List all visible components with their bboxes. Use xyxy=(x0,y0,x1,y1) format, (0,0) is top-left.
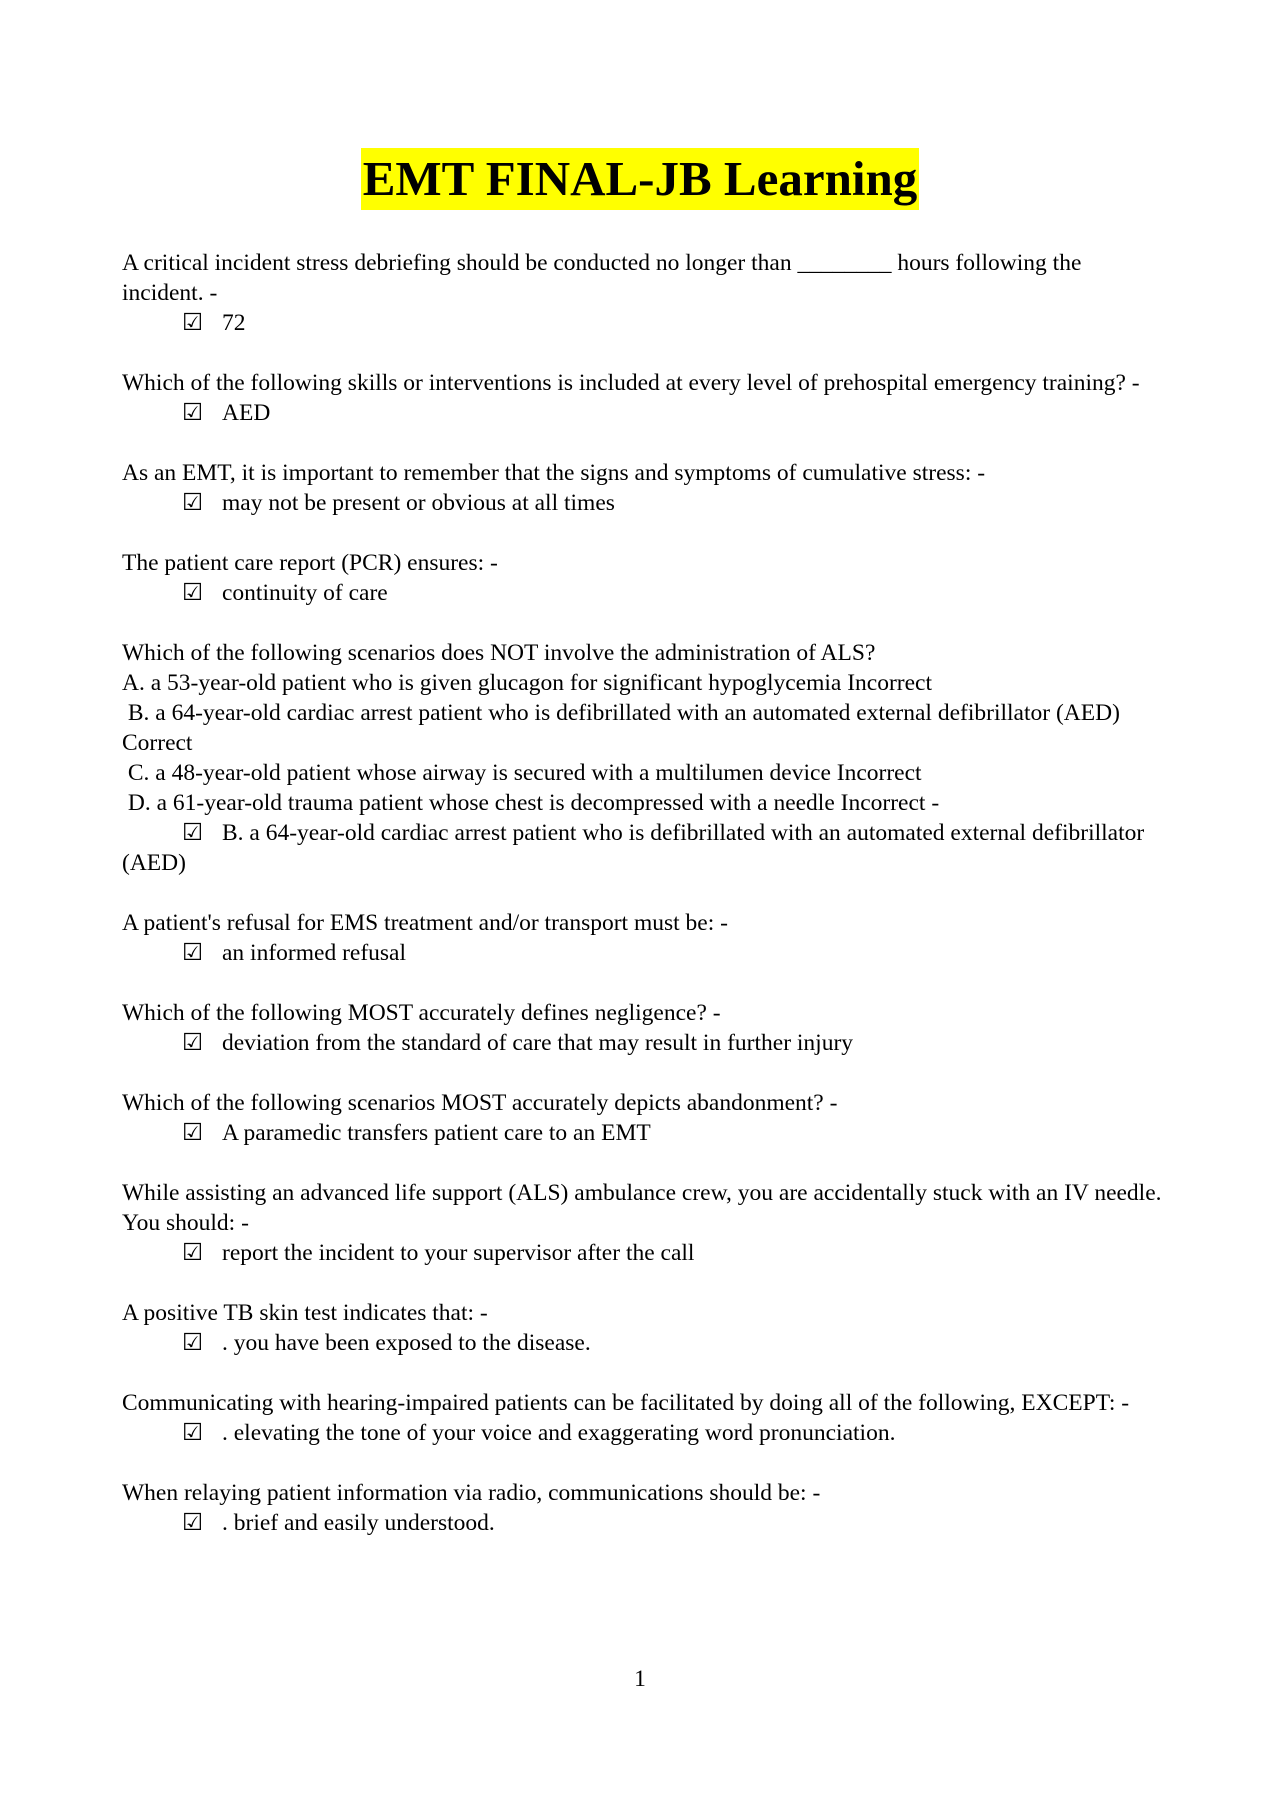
checkbox-checked-icon: ☑ xyxy=(182,490,204,516)
checkbox-checked-icon: ☑ xyxy=(182,1030,204,1056)
question-item xyxy=(122,1388,1162,1448)
answer-text: 72 xyxy=(222,310,246,336)
question-text: Which of the following scenarios MOST accurately depicts abandonment? - xyxy=(122,1090,838,1116)
answer-line xyxy=(122,1028,1162,1058)
checkbox-checked-icon: ☑ xyxy=(182,310,204,336)
checkbox-checked-icon: ☑ xyxy=(182,940,204,966)
answer-line xyxy=(122,938,1162,968)
question-text: Which of the following skills or interventions is included at every level of prehospital emergency training? - xyxy=(122,370,1140,396)
answer-line xyxy=(122,578,1162,608)
answer-line xyxy=(122,488,1162,518)
question-text: A patient's refusal for EMS treatment and/or transport must be: - xyxy=(122,910,728,936)
question-text: When relaying patient information via radio, communications should be: - xyxy=(122,1480,821,1506)
question-text: While assisting an advanced life support (ALS) ambulance crew, you are accidentally stuck with an IV needle. You should: - xyxy=(122,1180,1167,1236)
question-item xyxy=(122,1298,1162,1358)
answer-line xyxy=(122,398,1162,428)
page-number: 1 xyxy=(634,1666,646,1692)
question-text: The patient care report (PCR) ensures: - xyxy=(122,550,498,576)
checkbox-checked-icon: ☑ xyxy=(182,1120,204,1146)
answer-text: report the incident to your supervisor after the call xyxy=(222,1240,695,1266)
question-item xyxy=(122,548,1162,608)
answer-line xyxy=(122,1508,1162,1538)
answer-text: may not be present or obvious at all times xyxy=(222,490,615,516)
answer-text: A paramedic transfers patient care to an EMT xyxy=(222,1120,651,1146)
answer-option: A. a 53-year-old patient who is given glucagon for significant hypoglycemia Incorrect xyxy=(122,670,933,696)
answer-line xyxy=(122,308,1162,338)
answer-line xyxy=(122,1118,1162,1148)
checkbox-checked-icon: ☑ xyxy=(182,1420,204,1446)
question-text: Which of the following MOST accurately defines negligence? - xyxy=(122,1000,721,1026)
checkbox-checked-icon: ☑ xyxy=(182,580,204,606)
answer-text: B. a 64-year-old cardiac arrest patient who is defibrillated with an automated external defibrillator (AED) xyxy=(122,820,1145,876)
answer-text: . brief and easily understood. xyxy=(222,1510,495,1536)
answer-text: . you have been exposed to the disease. xyxy=(222,1330,591,1356)
answer-line xyxy=(122,818,1162,878)
answer-text: AED xyxy=(222,400,271,426)
question-item xyxy=(122,998,1162,1058)
document-title: EMT FINAL-JB Learning xyxy=(361,148,919,210)
checkbox-checked-icon: ☑ xyxy=(182,1510,204,1536)
answer-option: D. a 61-year-old trauma patient whose chest is decompressed with a needle Incorrect - xyxy=(122,790,940,816)
question-list xyxy=(122,248,1167,1568)
question-text: A critical incident stress debriefing should be conducted no longer than ________ hours following the incident. - xyxy=(122,250,1088,306)
question-item xyxy=(122,638,1162,878)
answer-text: . elevating the tone of your voice and exaggerating word pronunciation. xyxy=(222,1420,896,1446)
question-item xyxy=(122,248,1162,338)
answer-line xyxy=(122,1328,1162,1358)
answer-line xyxy=(122,1238,1162,1268)
question-item xyxy=(122,1088,1162,1148)
question-item xyxy=(122,1478,1162,1538)
checkbox-checked-icon: ☑ xyxy=(182,1330,204,1356)
checkbox-checked-icon: ☑ xyxy=(182,400,204,426)
question-text: Which of the following scenarios does NOT involve the administration of ALS? xyxy=(122,640,876,666)
answer-text: deviation from the standard of care that may result in further injury xyxy=(222,1030,854,1056)
question-item xyxy=(122,368,1162,428)
answer-option: C. a 48-year-old patient whose airway is secured with a multilumen device Incorrect xyxy=(122,760,922,786)
question-item xyxy=(122,908,1162,968)
question-item xyxy=(122,458,1162,518)
question-text: As an EMT, it is important to remember that the signs and symptoms of cumulative stress: - xyxy=(122,460,986,486)
question-item xyxy=(122,1178,1167,1268)
answer-line xyxy=(122,1418,1162,1448)
answer-option: B. a 64-year-old cardiac arrest patient who is defibrillated with an automated external defibrillator (AED) Correct xyxy=(122,700,1126,756)
question-text: A positive TB skin test indicates that: - xyxy=(122,1300,488,1326)
question-text: Communicating with hearing-impaired patients can be facilitated by doing all of the following, EXCEPT: - xyxy=(122,1390,1130,1416)
checkbox-checked-icon: ☑ xyxy=(182,1240,204,1266)
answer-text: continuity of care xyxy=(222,580,388,606)
answer-text: an informed refusal xyxy=(222,940,407,966)
checkbox-checked-icon: ☑ xyxy=(182,820,204,846)
title-wrapper xyxy=(0,148,1280,210)
